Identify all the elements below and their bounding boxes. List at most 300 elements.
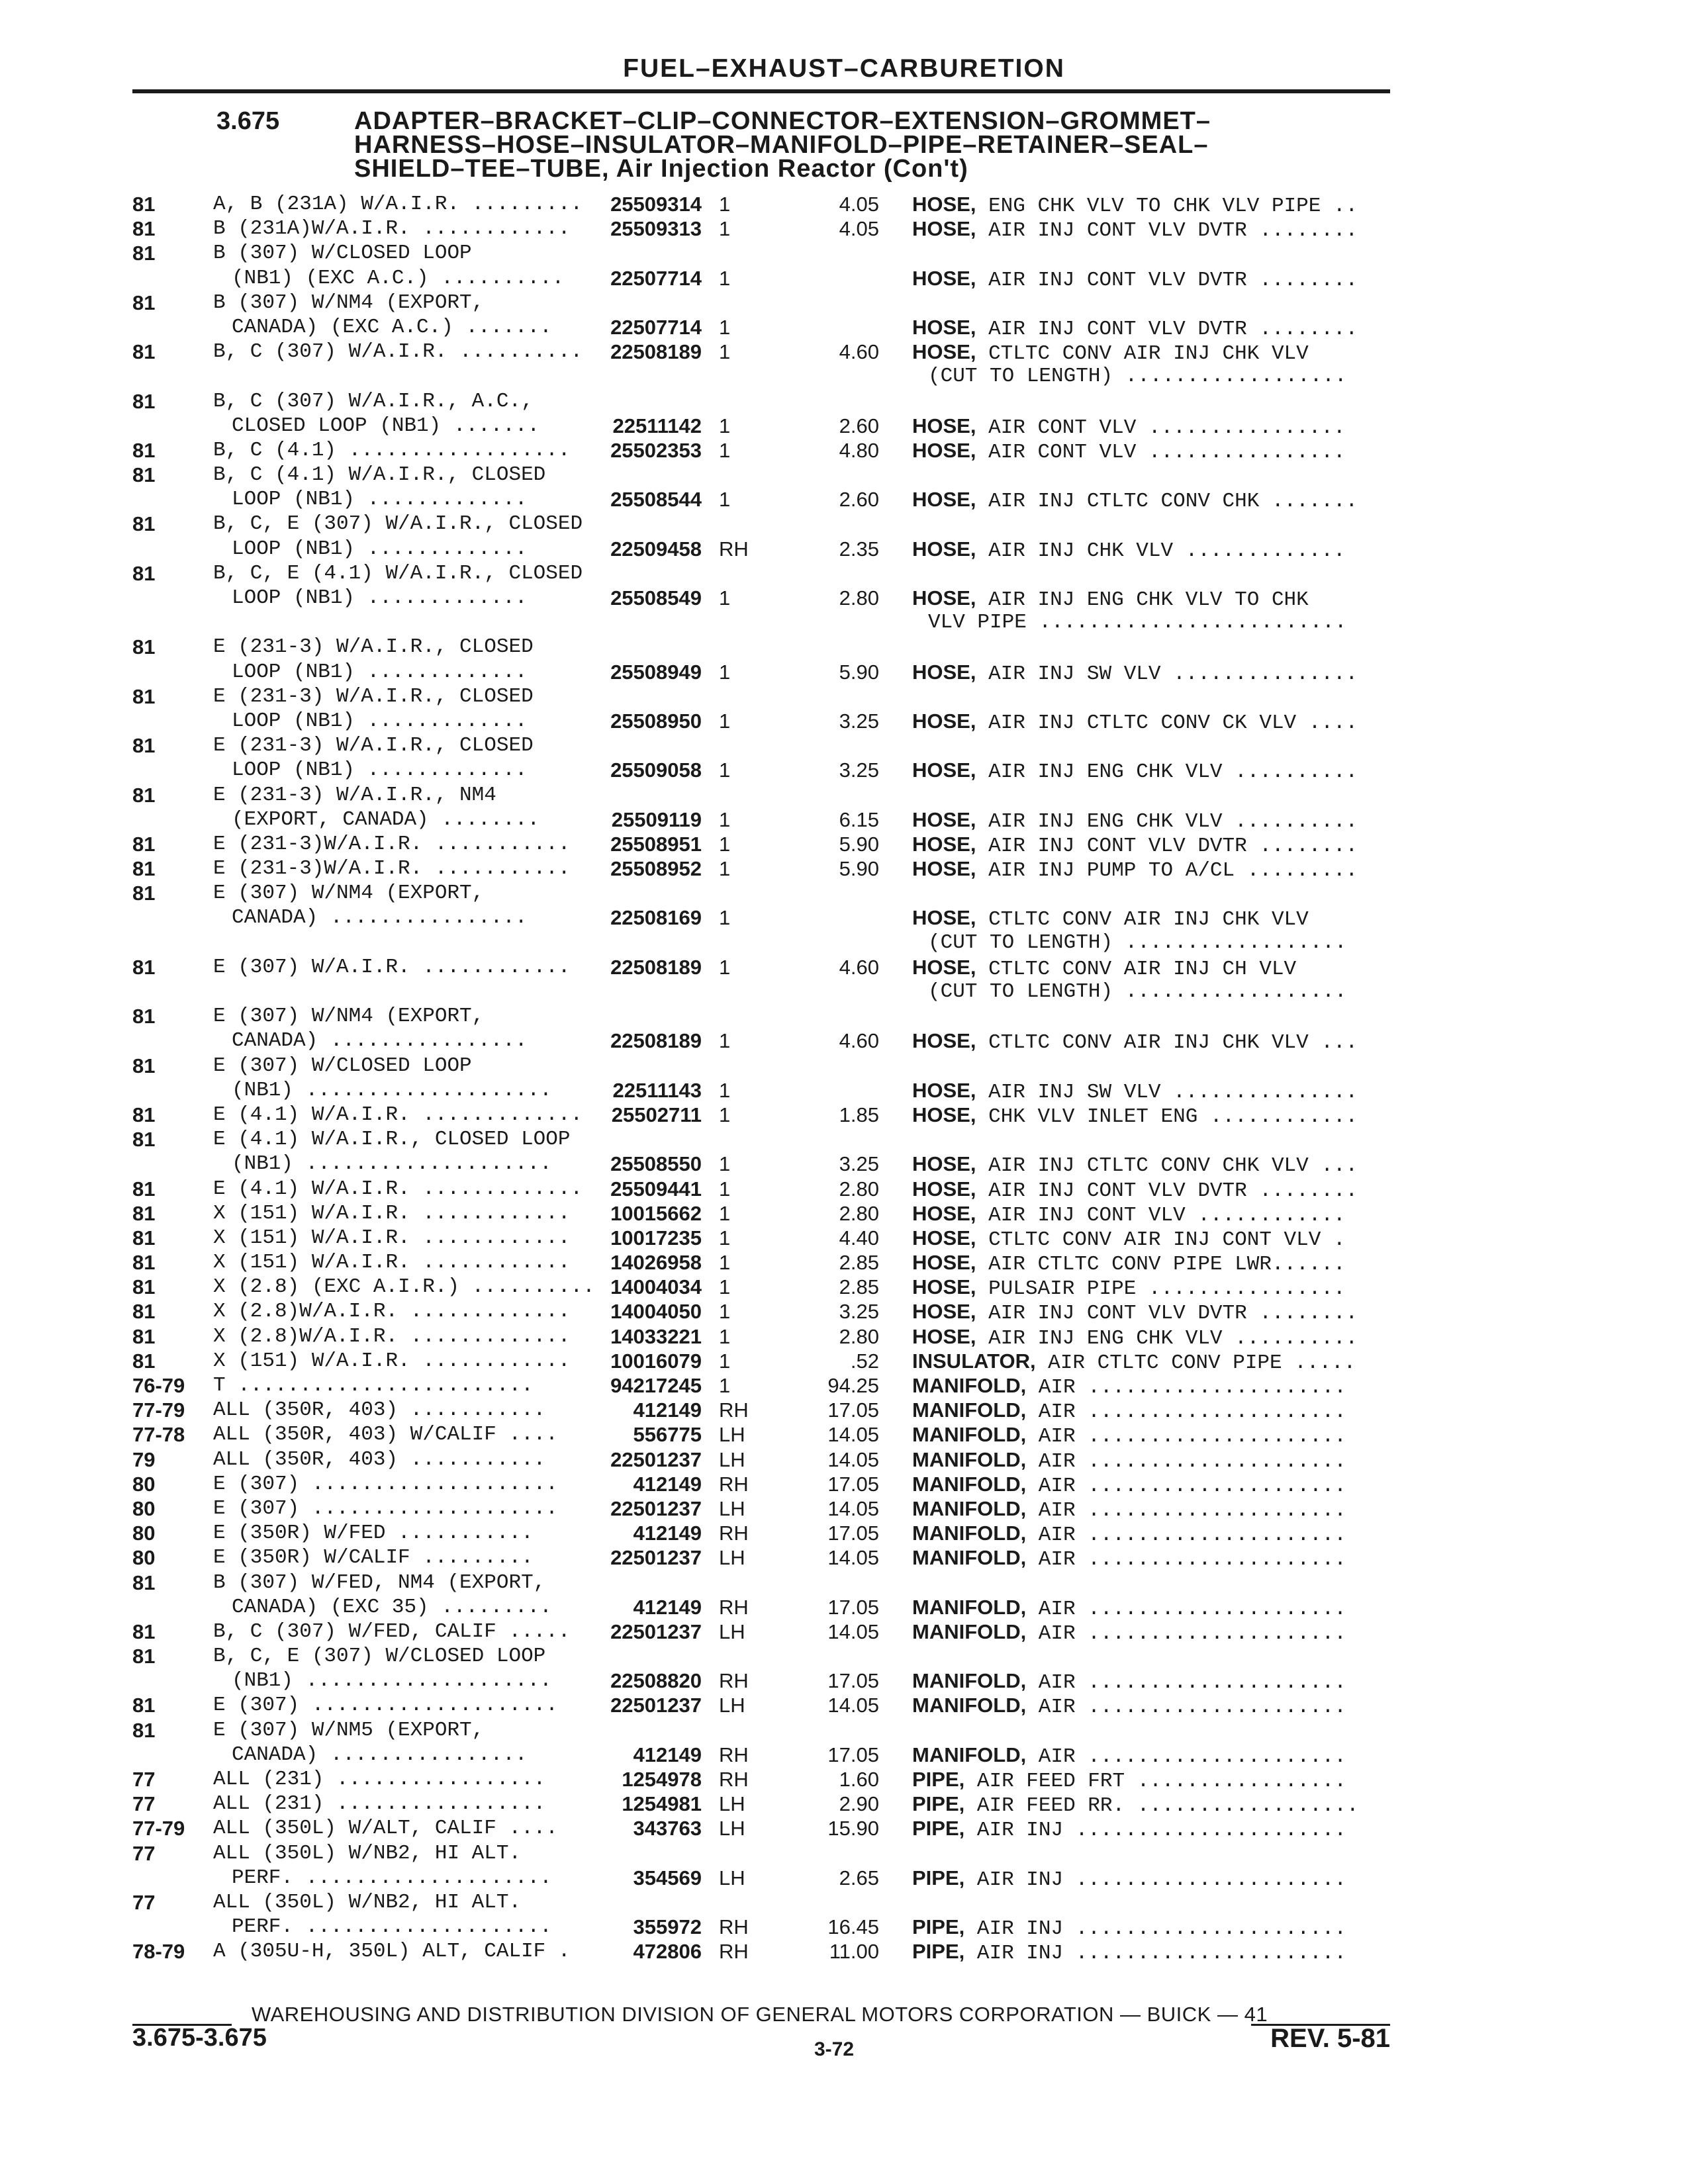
part-name — [912, 1373, 1346, 1400]
quantity: 1 — [719, 758, 731, 782]
application-description: E (307) .................... — [213, 1472, 558, 1496]
part-name-keyword: MANIFOLD, — [912, 1398, 1027, 1422]
part-name-keyword: MANIFOLD, — [912, 1423, 1027, 1447]
table-row — [0, 1644, 1688, 1668]
part-number: 25502353 — [610, 438, 702, 462]
list-price: 2.65 — [839, 1866, 879, 1889]
part-number: 1254978 — [622, 1768, 702, 1791]
part-name-detail: AIR INJ SW VLV ............... — [976, 1080, 1358, 1104]
application-description: B (231A)W/A.I.R. ............ — [213, 217, 571, 241]
application-description: X (151) W/A.I.R. ............ — [213, 1349, 571, 1373]
part-name-detail: AIR INJ ENG CHK VLV .......... — [976, 1326, 1358, 1350]
table-row — [0, 1103, 1688, 1127]
part-name-keyword: MANIFOLD, — [912, 1595, 1027, 1619]
application-description: X (151) W/A.I.R. ............ — [213, 1201, 571, 1225]
part-name-keyword: INSULATOR, — [912, 1349, 1036, 1373]
part-name — [912, 1792, 1359, 1818]
application-description: CANADA) ................ — [232, 1743, 528, 1766]
application-description: ALL (350R, 403) ........... — [213, 1398, 546, 1422]
part-name-detail: AIR ..................... — [1026, 1745, 1346, 1768]
quantity: RH — [719, 537, 749, 561]
application-description: B, C (307) W/A.I.R. .......... — [213, 340, 583, 364]
part-name-keyword: HOSE, — [912, 217, 976, 241]
application-description: LOOP (NB1) ............. — [232, 537, 528, 561]
part-name-detail: AIR INJ ENG CHK VLV TO CHK — [976, 588, 1309, 612]
application-description: LOOP (NB1) ............. — [232, 709, 528, 733]
part-name — [928, 610, 1347, 635]
application-description: E (307) W/CLOSED LOOP — [213, 1054, 472, 1077]
list-price: 14.05 — [827, 1496, 879, 1520]
quantity: 1 — [719, 414, 731, 437]
quantity: LH — [719, 1619, 745, 1643]
part-name — [912, 438, 1346, 465]
application-description: E (231-3) W/A.I.R., CLOSED — [213, 635, 534, 659]
part-name-detail: CTLTC CONV AIR INJ CHK VLV ... — [976, 1031, 1358, 1055]
table-row — [0, 1693, 1688, 1717]
part-name — [912, 1447, 1346, 1474]
part-name-detail: AIR ..................... — [1026, 1696, 1346, 1719]
table-row — [0, 537, 1688, 561]
revision-label: REV. 5-81 — [1270, 2024, 1390, 2053]
table-row — [0, 1668, 1688, 1693]
list-price: 14.05 — [827, 1619, 879, 1643]
application-description: E (307) W/NM5 (EXPORT, — [213, 1718, 485, 1742]
list-price: 15.90 — [827, 1817, 879, 1841]
model-year: 80 — [132, 1472, 156, 1496]
quantity: 1 — [719, 217, 731, 241]
model-year: 81 — [132, 1275, 156, 1299]
part-name — [912, 192, 1358, 218]
application-description: CANADA) ................ — [232, 1029, 528, 1053]
part-name — [912, 1915, 1346, 1941]
part-name — [912, 1743, 1346, 1769]
part-name-detail: AIR INJ CONT VLV DVTR ........ — [976, 268, 1358, 292]
part-name-keyword: HOSE, — [912, 1300, 976, 1324]
part-name — [912, 1177, 1358, 1203]
part-number: 22501237 — [610, 1496, 702, 1520]
part-name-keyword: HOSE, — [912, 832, 976, 856]
application-description: E (4.1) W/A.I.R. ............. — [213, 1103, 583, 1126]
list-price: .52 — [850, 1349, 879, 1373]
part-name-detail: AIR INJ CONT VLV DVTR ........ — [976, 219, 1358, 243]
application-description: B, C (307) W/FED, CALIF ..... — [213, 1619, 571, 1643]
list-price: 5.90 — [839, 857, 879, 881]
quantity: 1 — [719, 1201, 731, 1225]
application-description: ALL (350L) W/NB2, HI ALT. — [213, 1841, 522, 1865]
part-name-detail: AIR ..................... — [1026, 1474, 1346, 1498]
application-description: ALL (231) ................. — [213, 1768, 546, 1791]
table-row — [0, 586, 1688, 610]
list-price: 14.05 — [827, 1423, 879, 1447]
part-name-detail: VLV PIPE ......................... — [928, 611, 1347, 635]
list-price: 17.05 — [827, 1743, 879, 1766]
table-row — [0, 905, 1688, 930]
part-name-detail: (CUT TO LENGTH) .................. — [928, 365, 1347, 388]
quantity: 1 — [719, 1374, 731, 1397]
table-row — [0, 1275, 1688, 1299]
part-number: 25508550 — [610, 1152, 702, 1176]
table-row — [0, 1718, 1688, 1743]
application-description: B, C (4.1) W/A.I.R., CLOSED — [213, 463, 546, 487]
part-name-detail: AIR INJ CTLTC CONV CK VLV .... — [976, 711, 1358, 735]
table-row — [0, 1373, 1688, 1398]
model-year: 79 — [132, 1447, 156, 1471]
model-year: 81 — [132, 340, 156, 364]
part-name-keyword: HOSE, — [912, 758, 976, 782]
part-name-keyword: PIPE, — [912, 1915, 965, 1939]
part-name-keyword: HOSE, — [912, 906, 976, 930]
part-name-detail: (CUT TO LENGTH) .................. — [928, 980, 1347, 1003]
part-name — [928, 364, 1347, 388]
part-name-detail: AIR INJ ...................... — [964, 1942, 1346, 1966]
list-price: 2.60 — [839, 414, 879, 437]
model-year: 81 — [132, 1201, 156, 1225]
part-name-keyword: HOSE, — [912, 193, 976, 216]
part-name-detail: ENG CHK VLV TO CHK VLV PIPE .. — [976, 195, 1358, 218]
section-title-line-1: ADAPTER–BRACKET–CLIP–CONNECTOR–EXTENSION–GROMMET– — [354, 107, 1211, 135]
application-description: ALL (350R, 403) ........... — [213, 1447, 546, 1471]
part-name-detail: AIR INJ CTLTC CONV CHK ....... — [976, 490, 1358, 514]
part-number: 22507714 — [610, 266, 702, 290]
model-year: 81 — [132, 1300, 156, 1324]
quantity: LH — [719, 1546, 745, 1570]
quantity: LH — [719, 1817, 745, 1841]
model-year: 81 — [132, 734, 156, 758]
table-row — [0, 1619, 1688, 1644]
table-row — [0, 783, 1688, 807]
quantity: LH — [719, 1866, 745, 1889]
table-row — [0, 807, 1688, 832]
footer-section-range: 3.675-3.675 — [132, 2024, 267, 2052]
part-name-detail: AIR INJ PUMP TO A/CL ......... — [976, 859, 1358, 883]
part-number: 22501237 — [610, 1546, 702, 1570]
model-year: 81 — [132, 857, 156, 881]
model-year: 80 — [132, 1522, 156, 1545]
part-name-detail: AIR INJ CHK VLV ............. — [976, 539, 1346, 563]
part-name-detail: AIR INJ SW VLV ............... — [976, 662, 1358, 686]
list-price: 17.05 — [827, 1472, 879, 1496]
part-number: 25508952 — [610, 857, 702, 881]
part-number: 25508544 — [610, 488, 702, 512]
application-description: CANADA) (EXC A.C.) ....... — [232, 315, 552, 339]
application-description: ALL (350L) W/NB2, HI ALT. — [213, 1890, 522, 1914]
part-name-keyword: HOSE, — [912, 1103, 976, 1126]
application-description: (EXPORT, CANADA) ........ — [232, 807, 540, 831]
list-price: 2.80 — [839, 1201, 879, 1225]
quantity: LH — [719, 1447, 745, 1471]
part-name — [912, 1521, 1346, 1547]
list-price: 2.85 — [839, 1251, 879, 1275]
part-name-detail: AIR ..................... — [1026, 1597, 1346, 1621]
part-name-detail: AIR CTLTC CONV PIPE ..... — [1035, 1351, 1356, 1375]
part-number: 22508189 — [610, 340, 702, 364]
table-row — [0, 1816, 1688, 1841]
quantity: LH — [719, 1496, 745, 1520]
table-row — [0, 1866, 1688, 1890]
part-name — [912, 586, 1309, 612]
part-number: 10017235 — [610, 1226, 702, 1250]
part-number: 22511142 — [612, 414, 702, 437]
application-description: E (307) W/A.I.R. ............ — [213, 955, 571, 979]
table-row — [0, 463, 1688, 487]
table-row — [0, 1767, 1688, 1792]
quantity: 1 — [719, 1177, 731, 1201]
part-name-detail: AIR ..................... — [1026, 1621, 1346, 1645]
model-year: 81 — [132, 1177, 156, 1201]
part-name-detail: AIR ..................... — [1026, 1400, 1346, 1424]
application-description: ALL (231) ................. — [213, 1792, 546, 1816]
list-price: 1.85 — [839, 1103, 879, 1126]
part-number: 25508951 — [610, 832, 702, 856]
application-description: X (2.8) (EXC A.I.R.) .......... — [213, 1275, 595, 1299]
model-year: 81 — [132, 1619, 156, 1643]
model-year: 81 — [132, 1128, 156, 1152]
list-price: 4.80 — [839, 438, 879, 462]
part-name — [912, 266, 1358, 293]
model-year: 81 — [132, 512, 156, 536]
part-name — [928, 931, 1347, 955]
list-price: 2.60 — [839, 488, 879, 512]
part-name — [912, 832, 1358, 858]
part-name — [912, 315, 1358, 341]
part-name — [912, 709, 1358, 735]
quantity: 1 — [719, 1078, 731, 1102]
footer-banner — [132, 2003, 1390, 2029]
part-number: 25509119 — [611, 807, 702, 831]
application-description: CLOSED LOOP (NB1) ....... — [232, 414, 540, 437]
model-year: 81 — [132, 438, 156, 462]
list-price: 3.25 — [839, 758, 879, 782]
part-name — [912, 1595, 1346, 1621]
table-row — [0, 1226, 1688, 1250]
application-description: LOOP (NB1) ............. — [232, 488, 528, 512]
model-year: 81 — [132, 1349, 156, 1373]
table-row — [0, 1939, 1688, 1964]
quantity: 1 — [719, 586, 731, 610]
table-row — [0, 1299, 1688, 1324]
list-price: 94.25 — [827, 1374, 879, 1397]
part-name — [912, 905, 1309, 932]
list-price: 17.05 — [827, 1398, 879, 1422]
part-name — [912, 955, 1296, 981]
model-year: 77-79 — [132, 1398, 185, 1422]
section-title-line-2: HARNESS–HOSE–INSULATOR–MANIFOLD–PIPE–RETAINER–SEAL– — [354, 131, 1209, 159]
part-name-detail: CTLTC CONV AIR INJ CHK VLV — [976, 342, 1309, 366]
part-name — [912, 1028, 1358, 1055]
part-name — [912, 537, 1346, 563]
part-number: 412149 — [633, 1398, 702, 1422]
table-row — [0, 1152, 1688, 1176]
model-year: 81 — [132, 1718, 156, 1742]
quantity: 1 — [719, 807, 731, 831]
table-row — [0, 931, 1688, 955]
page-number: 3-72 — [814, 2038, 855, 2060]
model-year: 81 — [132, 635, 156, 659]
quantity: 1 — [719, 1152, 731, 1176]
quantity: 1 — [719, 1251, 731, 1275]
part-name-detail: AIR INJ ...................... — [964, 1868, 1346, 1891]
part-name — [912, 856, 1358, 883]
model-year: 81 — [132, 463, 156, 487]
part-name-keyword: MANIFOLD, — [912, 1522, 1027, 1545]
part-name — [912, 758, 1358, 784]
table-row — [0, 1054, 1688, 1078]
parts-list — [0, 192, 1688, 1964]
part-number: 25509314 — [610, 193, 702, 216]
table-row — [0, 635, 1688, 659]
part-name-keyword: MANIFOLD, — [912, 1472, 1027, 1496]
part-number: 22501237 — [610, 1694, 702, 1717]
part-number: 14033221 — [610, 1324, 702, 1348]
list-price: 2.85 — [839, 1275, 879, 1299]
model-year: 81 — [132, 389, 156, 413]
part-number: 412149 — [633, 1472, 702, 1496]
list-price: 11.00 — [829, 1940, 879, 1964]
model-year: 81 — [132, 193, 156, 216]
table-row — [0, 389, 1688, 414]
part-number: 22508189 — [610, 955, 702, 979]
model-year: 81 — [132, 1054, 156, 1077]
part-name — [912, 1299, 1358, 1326]
model-year: 81 — [132, 882, 156, 905]
table-row — [0, 1028, 1688, 1053]
table-row — [0, 291, 1688, 315]
quantity: 1 — [719, 340, 731, 364]
model-year: 81 — [132, 1251, 156, 1275]
table-row — [0, 1324, 1688, 1349]
list-price: 2.80 — [839, 1177, 879, 1201]
part-name-detail: CTLTC CONV AIR INJ CONT VLV . — [976, 1228, 1346, 1251]
list-price: 14.05 — [827, 1694, 879, 1717]
part-number: 14026958 — [610, 1251, 702, 1275]
application-description: X (2.8)W/A.I.R. ............. — [213, 1300, 571, 1324]
application-description: E (231-3)W/A.I.R. ........... — [213, 857, 571, 881]
application-description: B (307) W/NM4 (EXPORT, — [213, 291, 485, 314]
part-name-keyword: HOSE, — [912, 1177, 976, 1201]
part-name-keyword: HOSE, — [912, 955, 976, 979]
part-name-keyword: HOSE, — [912, 1152, 976, 1176]
part-name-detail: AIR CTLTC CONV PIPE LWR...... — [976, 1253, 1346, 1277]
quantity: 1 — [719, 1300, 731, 1324]
part-name-keyword: HOSE, — [912, 438, 976, 462]
quantity: RH — [719, 1522, 749, 1545]
table-row — [0, 610, 1688, 635]
application-description: E (307) .................... — [213, 1694, 558, 1717]
part-name-detail: AIR ..................... — [1026, 1671, 1346, 1695]
part-name-keyword: HOSE, — [912, 1029, 976, 1053]
part-name-detail: AIR INJ ENG CHK VLV .......... — [976, 809, 1358, 833]
part-number: 25509313 — [610, 217, 702, 241]
part-name-keyword: HOSE, — [912, 266, 976, 290]
table-row — [0, 1792, 1688, 1816]
part-name-keyword: PIPE, — [912, 1940, 965, 1964]
application-description: B (307) W/CLOSED LOOP — [213, 242, 472, 265]
part-number: 354569 — [633, 1866, 702, 1889]
part-name-detail: AIR INJ ...................... — [964, 1917, 1346, 1941]
part-name — [912, 1275, 1346, 1301]
part-name-keyword: HOSE, — [912, 1251, 976, 1275]
header-rule — [132, 89, 1390, 93]
model-year: 81 — [132, 832, 156, 856]
model-year: 77 — [132, 1768, 156, 1791]
quantity: 1 — [719, 1029, 731, 1053]
quantity: 1 — [719, 315, 731, 339]
table-row — [0, 1201, 1688, 1226]
quantity: RH — [719, 1915, 749, 1939]
list-price: 2.35 — [839, 537, 879, 561]
quantity: LH — [719, 1694, 745, 1717]
part-name — [912, 1693, 1346, 1719]
part-number: 472806 — [633, 1940, 702, 1964]
application-description: B, C, E (4.1) W/A.I.R., CLOSED — [213, 561, 583, 585]
part-name-detail: AIR INJ ENG CHK VLV .......... — [976, 760, 1358, 784]
quantity: RH — [719, 1398, 749, 1422]
table-row — [0, 414, 1688, 438]
application-description: A, B (231A) W/A.I.R. ......... — [213, 193, 583, 216]
table-row — [0, 1004, 1688, 1028]
list-price: 2.80 — [839, 1324, 879, 1348]
part-name-detail: PULSAIR PIPE ................ — [976, 1277, 1346, 1301]
part-name-keyword: HOSE, — [912, 709, 976, 733]
table-row — [0, 979, 1688, 1004]
application-description: PERF. .................... — [232, 1915, 552, 1939]
model-year: 81 — [132, 1005, 156, 1028]
table-row — [0, 216, 1688, 241]
section-number: 3.675 — [216, 107, 280, 135]
table-row — [0, 1422, 1688, 1447]
quantity: 1 — [719, 488, 731, 512]
table-row — [0, 340, 1688, 364]
part-name-keyword: PIPE, — [912, 1817, 965, 1841]
model-year: 76-79 — [132, 1374, 185, 1397]
table-row — [0, 684, 1688, 709]
part-name-keyword: HOSE, — [912, 586, 976, 610]
quantity: RH — [719, 1669, 749, 1693]
part-name — [912, 660, 1358, 686]
quantity: 1 — [719, 1324, 731, 1348]
part-name-detail: AIR CONT VLV ................ — [976, 440, 1346, 464]
part-name — [912, 414, 1346, 440]
section-title-line-3: SHIELD–TEE–TUBE, Air Injection Reactor (Con't) — [354, 155, 968, 183]
model-year: 81 — [132, 1226, 156, 1250]
quantity: RH — [719, 1743, 749, 1766]
part-name-keyword: HOSE, — [912, 1226, 976, 1250]
part-number: 412149 — [633, 1743, 702, 1766]
table-row — [0, 1496, 1688, 1521]
part-name-keyword: HOSE, — [912, 537, 976, 561]
part-name-keyword: HOSE, — [912, 1275, 976, 1299]
application-description: E (231-3) W/A.I.R., CLOSED — [213, 684, 534, 708]
list-price: 5.90 — [839, 660, 879, 684]
footer-division-text: WAREHOUSING AND DISTRIBUTION DIVISION OF GENERAL MOTORS CORPORATION — BUICK — 41 — [252, 2003, 1268, 2026]
part-number: 25502711 — [611, 1103, 702, 1126]
model-year: 81 — [132, 561, 156, 585]
model-year: 81 — [132, 955, 156, 979]
part-number: 22511143 — [612, 1078, 702, 1102]
table-row — [0, 438, 1688, 463]
quantity: 1 — [719, 1349, 731, 1373]
list-price: 17.05 — [827, 1595, 879, 1619]
quantity: 1 — [719, 709, 731, 733]
part-name — [912, 1668, 1346, 1695]
part-number: 22508169 — [610, 906, 702, 930]
table-row — [0, 315, 1688, 340]
part-name-detail: CTLTC CONV AIR INJ CH VLV — [976, 957, 1297, 981]
application-description: A (305U-H, 350L) ALT, CALIF . — [213, 1940, 571, 1964]
application-description: E (307) .................... — [213, 1496, 558, 1520]
application-description: E (231-3) W/A.I.R., CLOSED — [213, 734, 534, 758]
list-price: 5.90 — [839, 832, 879, 856]
